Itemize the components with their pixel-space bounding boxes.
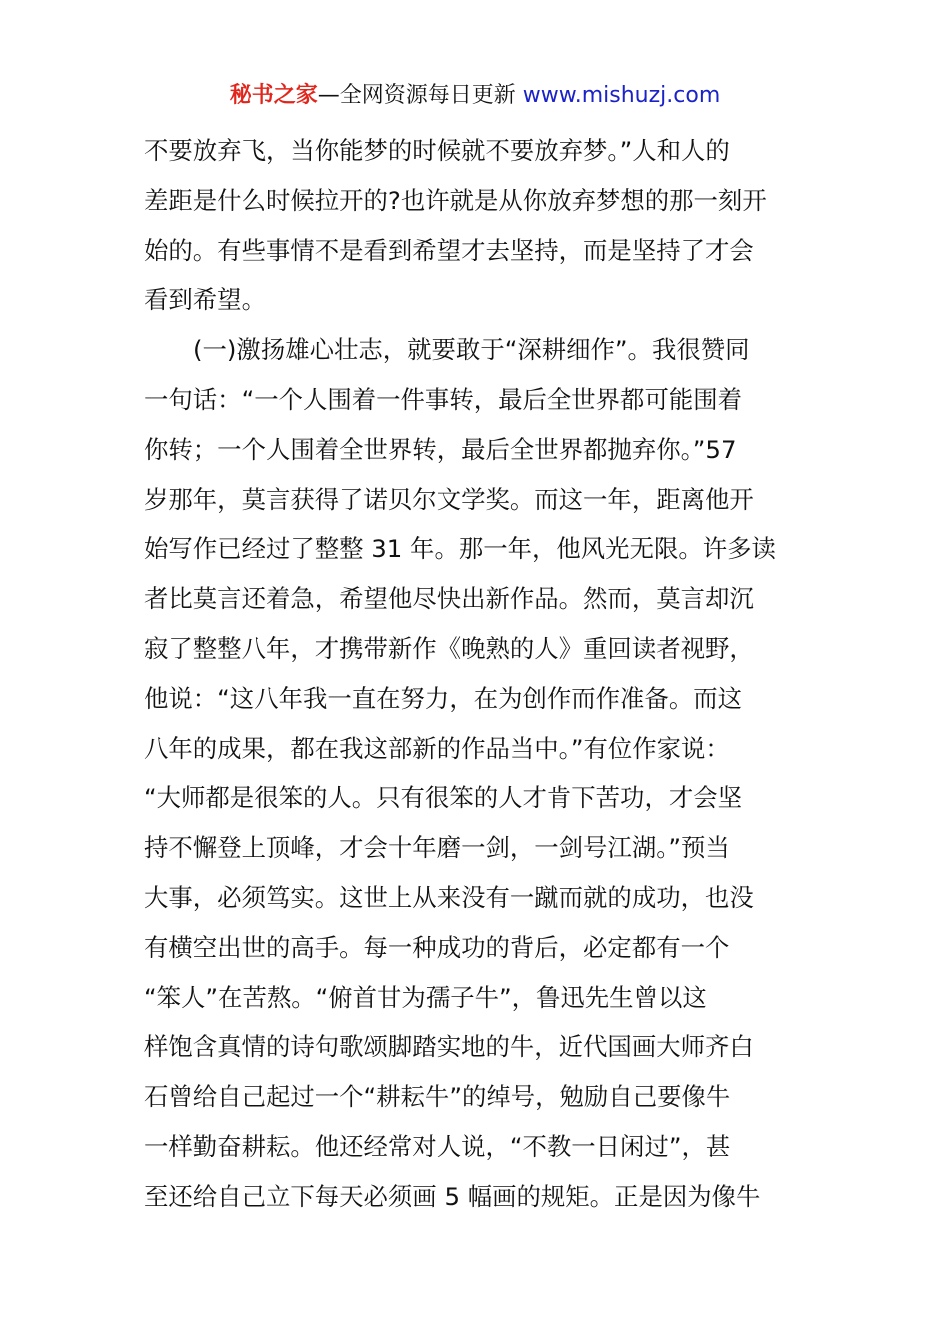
site-tagline: —全网资源每日更新 <box>317 83 516 108</box>
text-line: 有横空出世的高手。每一种成功的背后，必定都有一个 <box>144 932 730 962</box>
text-line: 至还给自己立下每天必须画 5 幅画的规矩。正是因为像牛 <box>144 1181 761 1211</box>
text-line: 持不懈登上顶峰，才会十年磨一剑，一剑号江湖。”预当 <box>144 833 730 863</box>
site-header <box>0 80 950 112</box>
text-line: 八年的成果，都在我这部新的作品当中。”有位作家说： <box>144 733 730 763</box>
text-line: 一句话：“一个人围着一件事转，最后全世界都可能围着 <box>144 384 743 414</box>
text-line: 石曾给自己起过一个“耕耘牛”的绰号，勉励自己要像牛 <box>144 1082 731 1112</box>
text-line: 他说：“这八年我一直在努力，在为创作而作准备。而这 <box>144 683 743 713</box>
text-line: 不要放弃飞，当你能梦的时候就不要放弃梦。”人和人的 <box>144 136 730 165</box>
text-line: 岁那年，莫言获得了诺贝尔文学奖。而这一年，距离他开 <box>144 484 754 514</box>
text-line: 看到希望。 <box>144 285 266 315</box>
text-line: 寂了整整八年，才携带新作《晚熟的人》重回读者视野， <box>144 633 754 663</box>
text-line: 你转；一个人围着全世界转，最后全世界都抛弃你。”57 <box>144 434 737 464</box>
text-line: 始写作已经过了整整 31 年。那一年，他风光无限。许多读 <box>144 534 776 564</box>
text-line: 大事，必须笃实。这世上从来没有一蹴而就的成功，也没 <box>144 882 754 912</box>
paragraph-heading-line: (一)激扬雄心壮志，就要敢于“深耕细作”。我很赞同 <box>193 335 750 365</box>
site-url-link[interactable]: www.mishuzj.com <box>522 83 721 108</box>
text-line: 者比莫言还着急，希望他尽快出新作品。然而，莫言却沉 <box>144 584 754 614</box>
text-line: 差距是什么时候拉开的?也许就是从你放弃梦想的那一刻开 <box>144 185 767 215</box>
document-body <box>144 126 814 1222</box>
text-line: “笨人”在苦熬。“俯首甘为孺子牛”，鲁迅先生曾以这 <box>144 982 707 1012</box>
text-line: 一样勤奋耕耘。他还经常对人说，“不教一日闲过”，甚 <box>144 1131 731 1161</box>
text-line: “大师都是很笨的人。只有很笨的人才肯下苦功，才会坚 <box>144 783 743 813</box>
text-line: 始的。有些事情不是看到希望才去坚持，而是坚持了才会 <box>144 235 754 265</box>
site-brand: 秘书之家 <box>229 83 318 108</box>
text-line: 样饱含真情的诗句歌颂脚踏实地的牛，近代国画大师齐白 <box>144 1032 754 1062</box>
